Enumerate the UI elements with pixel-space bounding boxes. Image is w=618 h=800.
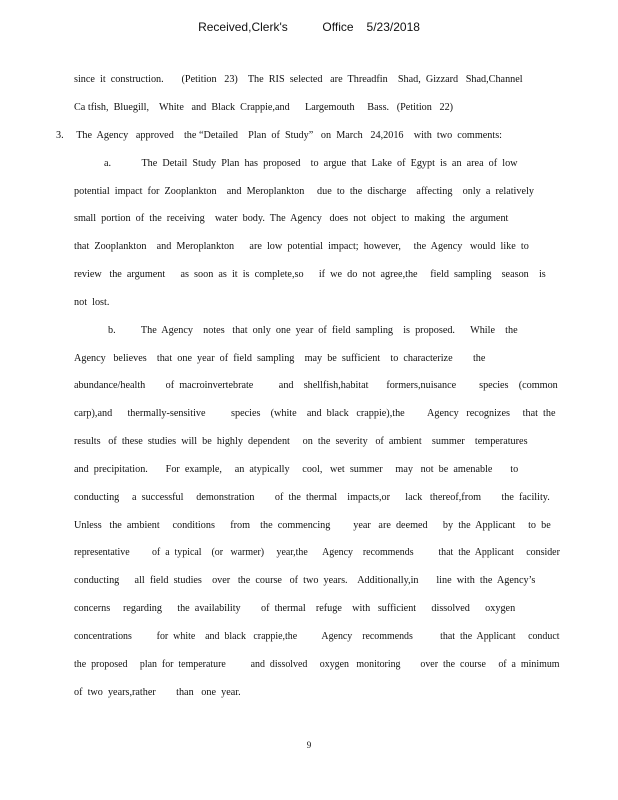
text-line: not lost. <box>74 297 110 308</box>
numbered-item-3: 3. The Agency approved the “Detailed Plan of Study” on March 24,2016 with two comments: <box>56 130 503 141</box>
sub-item-b: b. The Agency notes that only one year of field sampling is proposed. While the <box>108 325 518 336</box>
text-line: Ca tfish, Bluegill, White and Black Crappie,and Largemouth Bass. (Petition 22) <box>74 102 454 113</box>
received-stamp-header: Received,Clerk's Office 5/23/2018 <box>198 20 420 34</box>
text-line: review the argument as soon as it is complete,so if we do not agree,the field sampling season is <box>74 269 546 280</box>
text-line: small portion of the receiving water body. The Agency does not object to making the argument <box>74 213 509 224</box>
text-line: representative of a typical (or warmer) year,the Agency recommends that the Applicant consider <box>74 547 560 558</box>
text-line: Agency believes that one year of field sampling may be sufficient to characterize the <box>74 353 486 364</box>
text-line: abundance/health of macroinvertebrate and shellfish,habitat formers,nuisance species (common <box>74 380 558 391</box>
text-line: the proposed plan for temperature and dissolved oxygen monitoring over the course of a minimum <box>74 659 560 670</box>
page-number: 9 <box>306 740 312 750</box>
text-line: conducting all field studies over the course of two years. Additionally,in line with the Agency’s <box>74 575 536 586</box>
text-line: results of these studies will be highly dependent on the severity of ambient summer temperatures <box>74 436 528 447</box>
text-line: conducting a successful demonstration of the thermal impacts,or lack thereof,from the facility. <box>74 492 550 503</box>
text-line: that Zooplankton and Meroplankton are low potential impact; however, the Agency would like to <box>74 241 529 252</box>
text-line: potential impact for Zooplankton and Meroplankton due to the discharge affecting only a relatively <box>74 186 534 197</box>
text-line: and precipitation. For example, an atypically cool, wet summer may not be amenable to <box>74 464 519 475</box>
text-line: concentrations for white and black crappie,the Agency recommends that the Applicant conduct <box>74 631 560 642</box>
text-line: concerns regarding the availability of thermal refuge with sufficient dissolved oxygen <box>74 603 516 614</box>
text-line: of two years,rather than one year. <box>74 687 241 698</box>
sub-item-a: a. The Detail Study Plan has proposed to argue that Lake of Egypt is an area of low <box>104 158 518 169</box>
text-line: since it construction. (Petition 23) The RIS selected are Threadfin Shad, Gizzard Shad,Channel <box>74 74 523 85</box>
text-line: carp),and thermally-sensitive species (white and black crappie),the Agency recognizes that the <box>74 408 556 419</box>
text-line: Unless the ambient conditions from the commencing year are deemed by the Applicant to be <box>74 520 551 531</box>
